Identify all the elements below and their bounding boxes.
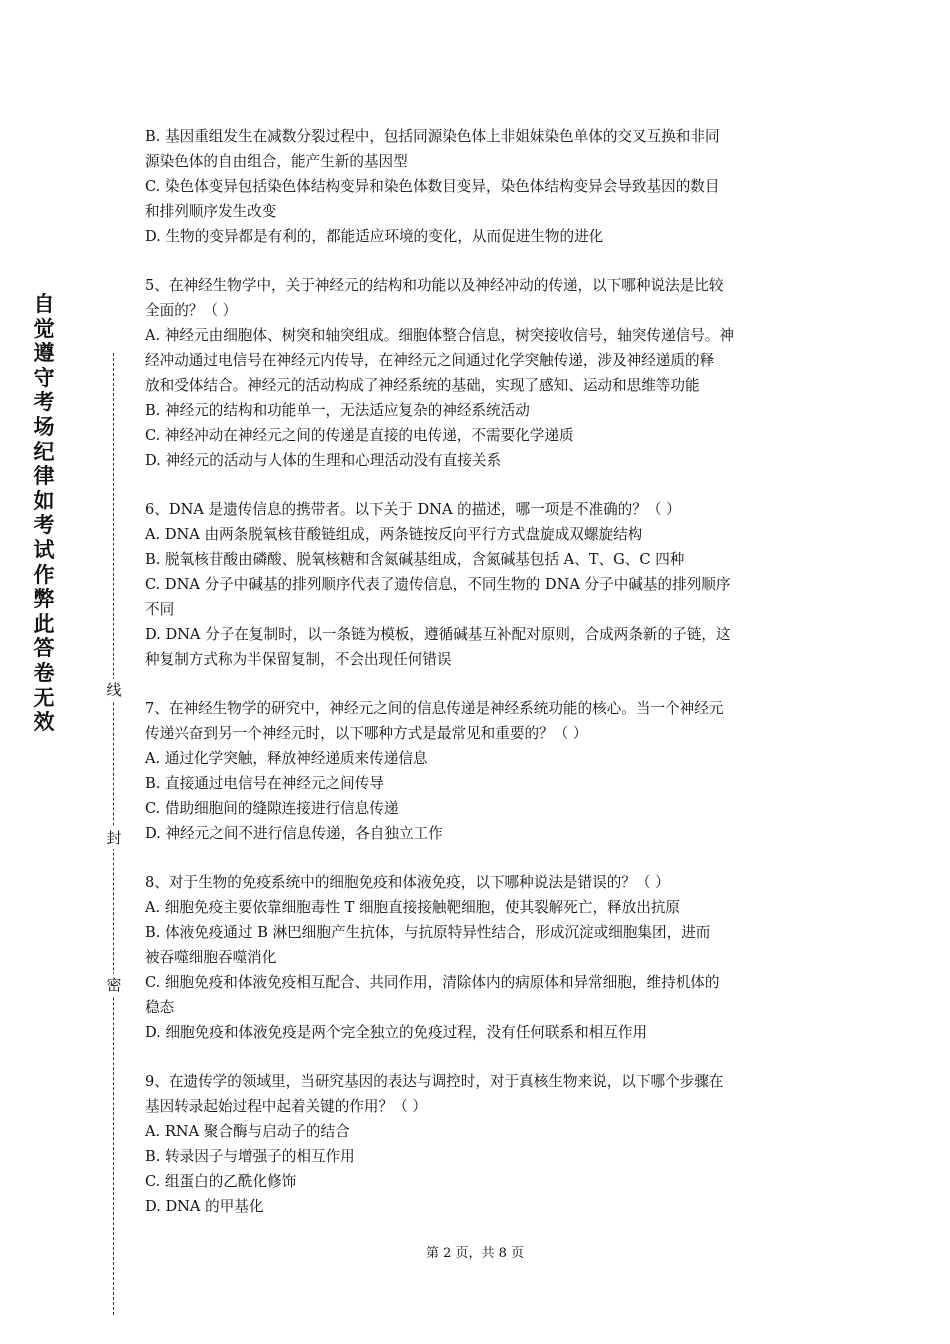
- option-line: B. 脱氧核苷酸由磷酸、脱氧核糖和含氮碱基组成，含氮碱基包括 A、T、G、C 四种: [145, 551, 685, 568]
- option-line: A. 通过化学突触，释放神经递质来传递信息: [145, 750, 428, 767]
- option-line: D. 神经元的活动与人体的生理和心理活动没有直接关系: [145, 452, 502, 469]
- option-line: D. 神经元之间不进行信息传递，各自独立工作: [145, 825, 443, 842]
- option-line: D. 细胞免疫和体液免疫是两个完全独立的免疫过程，没有任何联系和相互作用: [145, 1024, 648, 1041]
- exam-discipline-warning: 自觉遵守考场纪律如考试作弊此答卷无效: [33, 292, 55, 735]
- question-stem: 全面的？（ ）: [145, 302, 238, 319]
- question-stem: 传递兴奋到另一个神经元时，以下哪种方式是最常见和重要的？（ ）: [145, 725, 588, 742]
- option-line: 被吞噬细胞吞噬消化: [145, 949, 277, 966]
- option-line: C. DNA 分子中碱基的排列顺序代表了遗传信息，不同生物的 DNA 分子中碱基的排列顺序: [145, 576, 731, 593]
- option-line: C. 细胞免疫和体液免疫相互配合、共同作用，清除体内的病原体和异常细胞，维持机体的: [145, 974, 720, 991]
- seal-char-feng: 封: [104, 827, 124, 849]
- question-stem: 6、DNA 是遗传信息的携带者。以下关于 DNA 的描述，哪一项是不准确的？（ ）: [145, 501, 681, 518]
- option-line: D. DNA 分子在复制时，以一条链为模板，遵循碱基互补配对原则，合成两条新的子链，这: [145, 626, 731, 643]
- question-stem: 9、在遗传学的领域里，当研究基因的表达与调控时，对于真核生物来说，以下哪个步骤在: [145, 1073, 724, 1090]
- option-line: A. 神经元由细胞体、树突和轴突组成。细胞体整合信息，树突接收信号，轴突传递信号。神: [145, 327, 734, 344]
- previous-question-options: [145, 124, 810, 249]
- option-line: B. 转录因子与增强子的相互作用: [145, 1148, 355, 1165]
- seal-char-xian: 线: [104, 679, 124, 701]
- question-stem: 7、在神经生物学的研究中，神经元之间的信息传递是神经系统功能的核心。当一个神经元: [145, 700, 724, 717]
- option-line: B. 神经元的结构和功能单一，无法适应复杂的神经系统活动: [145, 402, 530, 419]
- option-line: B. 直接通过电信号在神经元之间传导: [145, 775, 384, 792]
- text-line: 和排列顺序发生改变: [145, 203, 277, 220]
- option-line: A. 细胞免疫主要依靠细胞毒性 T 细胞直接接触靶细胞，使其裂解死亡，释放出抗原: [145, 899, 681, 916]
- option-line: 经冲动通过电信号在神经元内传导，在神经元之间通过化学突触传递，涉及神经递质的释: [145, 352, 715, 369]
- seal-char-mi: 密: [104, 974, 124, 996]
- option-line: 放和受体结合。神经元的活动构成了神经系统的基础，实现了感知、运动和思维等功能: [145, 377, 700, 394]
- option-line: B. 体液免疫通过 B 淋巴细胞产生抗体，与抗原特异性结合，形成沉淀或细胞集团，进而: [145, 924, 711, 941]
- text-line: C. 染色体变异包括染色体结构变异和染色体数目变异，染色体结构变异会导致基因的数目: [145, 178, 720, 195]
- option-line: A. DNA 由两条脱氧核苷酸链组成，两条链按反向平行方式盘旋成双螺旋结构: [145, 526, 643, 543]
- page-number: 第 2 页，共 8 页: [425, 1246, 525, 1261]
- option-line: 稳态: [145, 999, 175, 1016]
- text-line: D. 生物的变异都是有利的，都能适应环境的变化，从而促进生物的进化: [145, 228, 604, 245]
- option-line: A. RNA 聚合酶与启动子的结合: [145, 1123, 350, 1140]
- question-5: [145, 273, 810, 473]
- question-6: [145, 497, 810, 672]
- question-stem: 基因转录起始过程中起着关键的作用？（ ）: [145, 1098, 427, 1115]
- option-line: D. DNA 的甲基化: [145, 1198, 264, 1215]
- question-stem: 8、对于生物的免疫系统中的细胞免疫和体液免疫，以下哪种说法是错误的？（ ）: [145, 874, 670, 891]
- option-line: C. 神经冲动在神经元之间的传递是直接的电传递，不需要化学递质: [145, 427, 574, 444]
- option-line: 种复制方式称为半保留复制，不会出现任何错误: [145, 651, 452, 668]
- question-content: [145, 124, 810, 1219]
- option-line: C. 组蛋白的乙酰化修饰: [145, 1173, 297, 1190]
- question-8: [145, 870, 810, 1045]
- option-line: C. 借助细胞间的缝隙连接进行信息传递: [145, 800, 399, 817]
- text-line: B. 基因重组发生在减数分裂过程中，包括同源染色体上非姐妹染色单体的交叉互换和非同: [145, 128, 720, 145]
- text-line: 源染色体的自由组合，能产生新的基因型: [145, 153, 408, 170]
- question-stem: 5、在神经生物学中，关于神经元的结构和功能以及神经冲动的传递，以下哪种说法是比较: [145, 277, 724, 294]
- question-9: [145, 1069, 810, 1219]
- question-7: [145, 696, 810, 846]
- option-line: 不同: [145, 601, 175, 618]
